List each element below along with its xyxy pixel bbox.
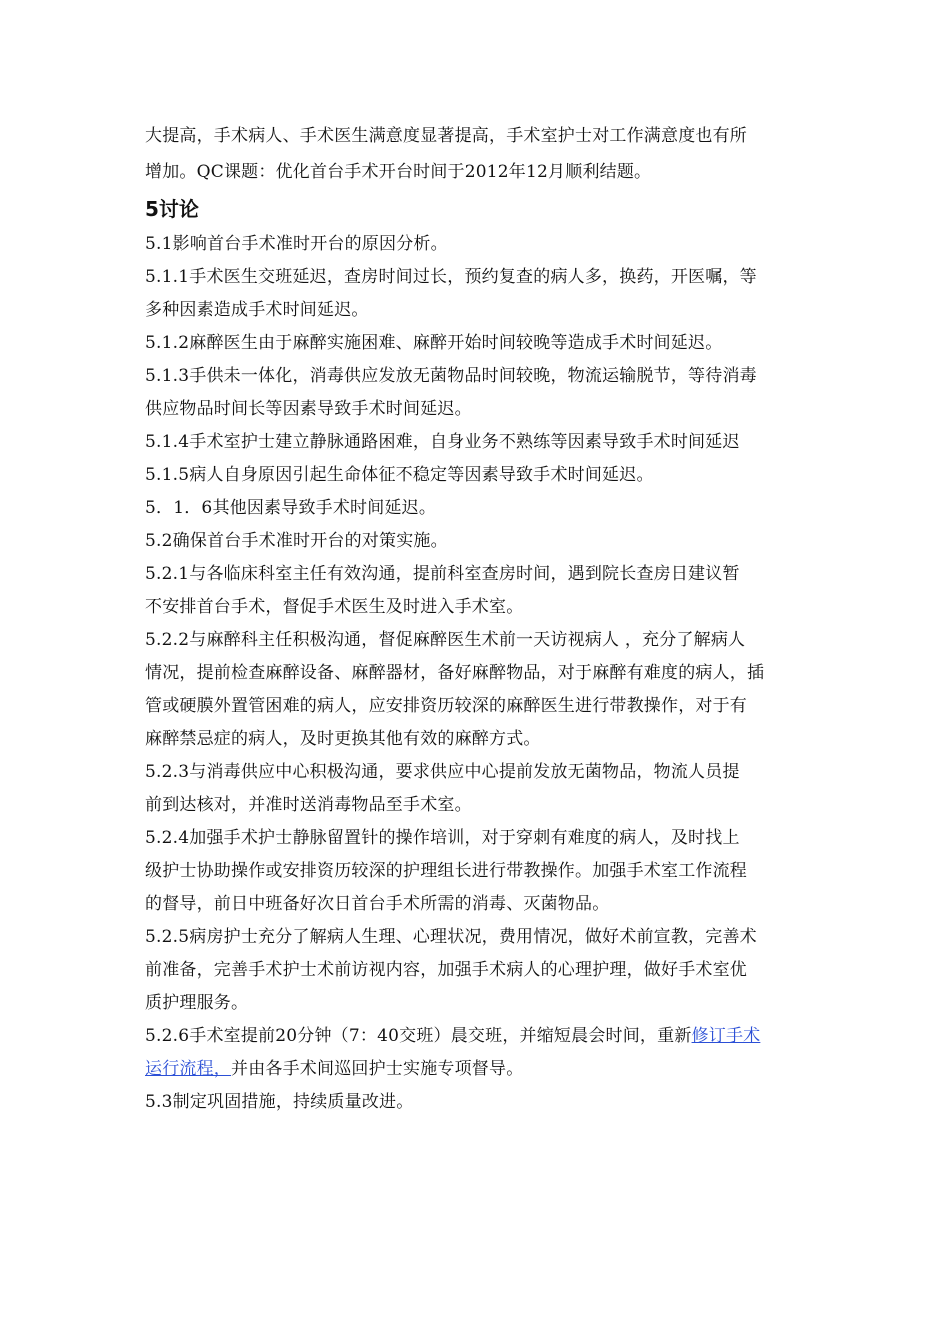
paragraph-line: 多种因素造成手术时间延迟。 [145,300,369,320]
paragraph-line: 前到达核对，并准时送消毒物品至手术室。 [145,795,472,815]
paragraph-line: 5.2.3与消毒供应中心积极沟通，要求供应中心提前发放无菌物品，物流人员提 [145,762,740,782]
hyperlink-revise-procedure[interactable]: 修订手术 [691,1026,761,1046]
paragraph-line: 不安排首台手术，督促手术医生及时进入手术室。 [145,597,524,617]
paragraph-line: 5.1.1手术医生交班延迟，查房时间过长，预约复查的病人多，换药，开医嘱，等 [145,267,757,287]
paragraph-line: 供应物品时间长等因素导致手术时间延迟。 [145,399,472,419]
paragraph-line [145,1020,807,1053]
paragraph-line: 5.3制定巩固措施，持续质量改进。 [145,1092,414,1112]
paragraph-line: 5.1影响首台手术准时开台的原因分析。 [145,234,448,254]
paragraph-line: 5.2.1与各临床科室主任有效沟通，提前科室查房时间，遇到院长查房日建议暂 [145,564,740,584]
paragraph-line: 大提高，手术病人、手术医生满意度显著提高，手术室护士对工作满意度也有所 [145,126,747,146]
paragraph-line: 5．1．6其他因素导致手术时间延迟。 [145,498,437,518]
paragraph-line: 情况，提前检查麻醉设备、麻醉器材，备好麻醉物品，对于麻醉有难度的病人，插 [145,663,765,683]
paragraph-line: 5.1.4手术室护士建立静脉通路困难，自身业务不熟练等因素导致手术时间延迟 [145,432,740,452]
line-text: 并由各手术间巡回护士实施专项督导。 [231,1059,524,1079]
paragraph-line: 5.1.3手供未一体化，消毒供应发放无菌物品时间较晚，物流运输脱节，等待消毒 [145,366,757,386]
document-body [145,118,807,1119]
section-heading: 5讨论 [145,197,199,221]
paragraph-line: 5.2.5病房护士充分了解病人生理、心理状况，费用情况，做好术前宣教，完善术 [145,927,757,947]
paragraph-line: 麻醉禁忌症的病人，及时更换其他有效的麻醉方式。 [145,729,541,749]
paragraph-line: 5.1.5病人自身原因引起生命体征不稳定等因素导致手术时间延迟。 [145,465,654,485]
paragraph-line: 5.1.2麻醉医生由于麻醉实施困难、麻醉开始时间较晚等造成手术时间延迟。 [145,333,723,353]
paragraph-line: 质护理服务。 [145,993,249,1013]
paragraph-line: 管或硬膜外置管困难的病人，应安排资历较深的麻醉医生进行带教操作，对于有 [145,696,747,716]
paragraph-line [145,1053,807,1086]
paragraph-line: 增加。QC课题：优化首台手术开台时间于2012年12月顺利结题。 [145,162,652,182]
paragraph-line: 5.2确保首台手术准时开台的对策实施。 [145,531,448,551]
paragraph-line: 前准备，完善手术护士术前访视内容，加强手术病人的心理护理，做好手术室优 [145,960,747,980]
line-text: 5.2.6手术室提前20分钟（7：40交班）晨交班，并缩短晨会时间，重新 [145,1026,692,1046]
paragraph-line: 级护士协助操作或安排资历较深的护理组长进行带教操作。加强手术室工作流程 [145,861,747,881]
hyperlink-revise-procedure-cont[interactable]: 运行流程， [145,1059,231,1079]
paragraph-line: 5.2.4加强手术护士静脉留置针的操作培训，对于穿刺有难度的病人，及时找上 [145,828,740,848]
paragraph-line: 的督导，前日中班备好次日首台手术所需的消毒、灭菌物品。 [145,894,610,914]
paragraph-line: 5.2.2与麻醉科主任积极沟通，督促麻醉医生术前一天访视病人 ，充分了解病人 [145,630,746,650]
